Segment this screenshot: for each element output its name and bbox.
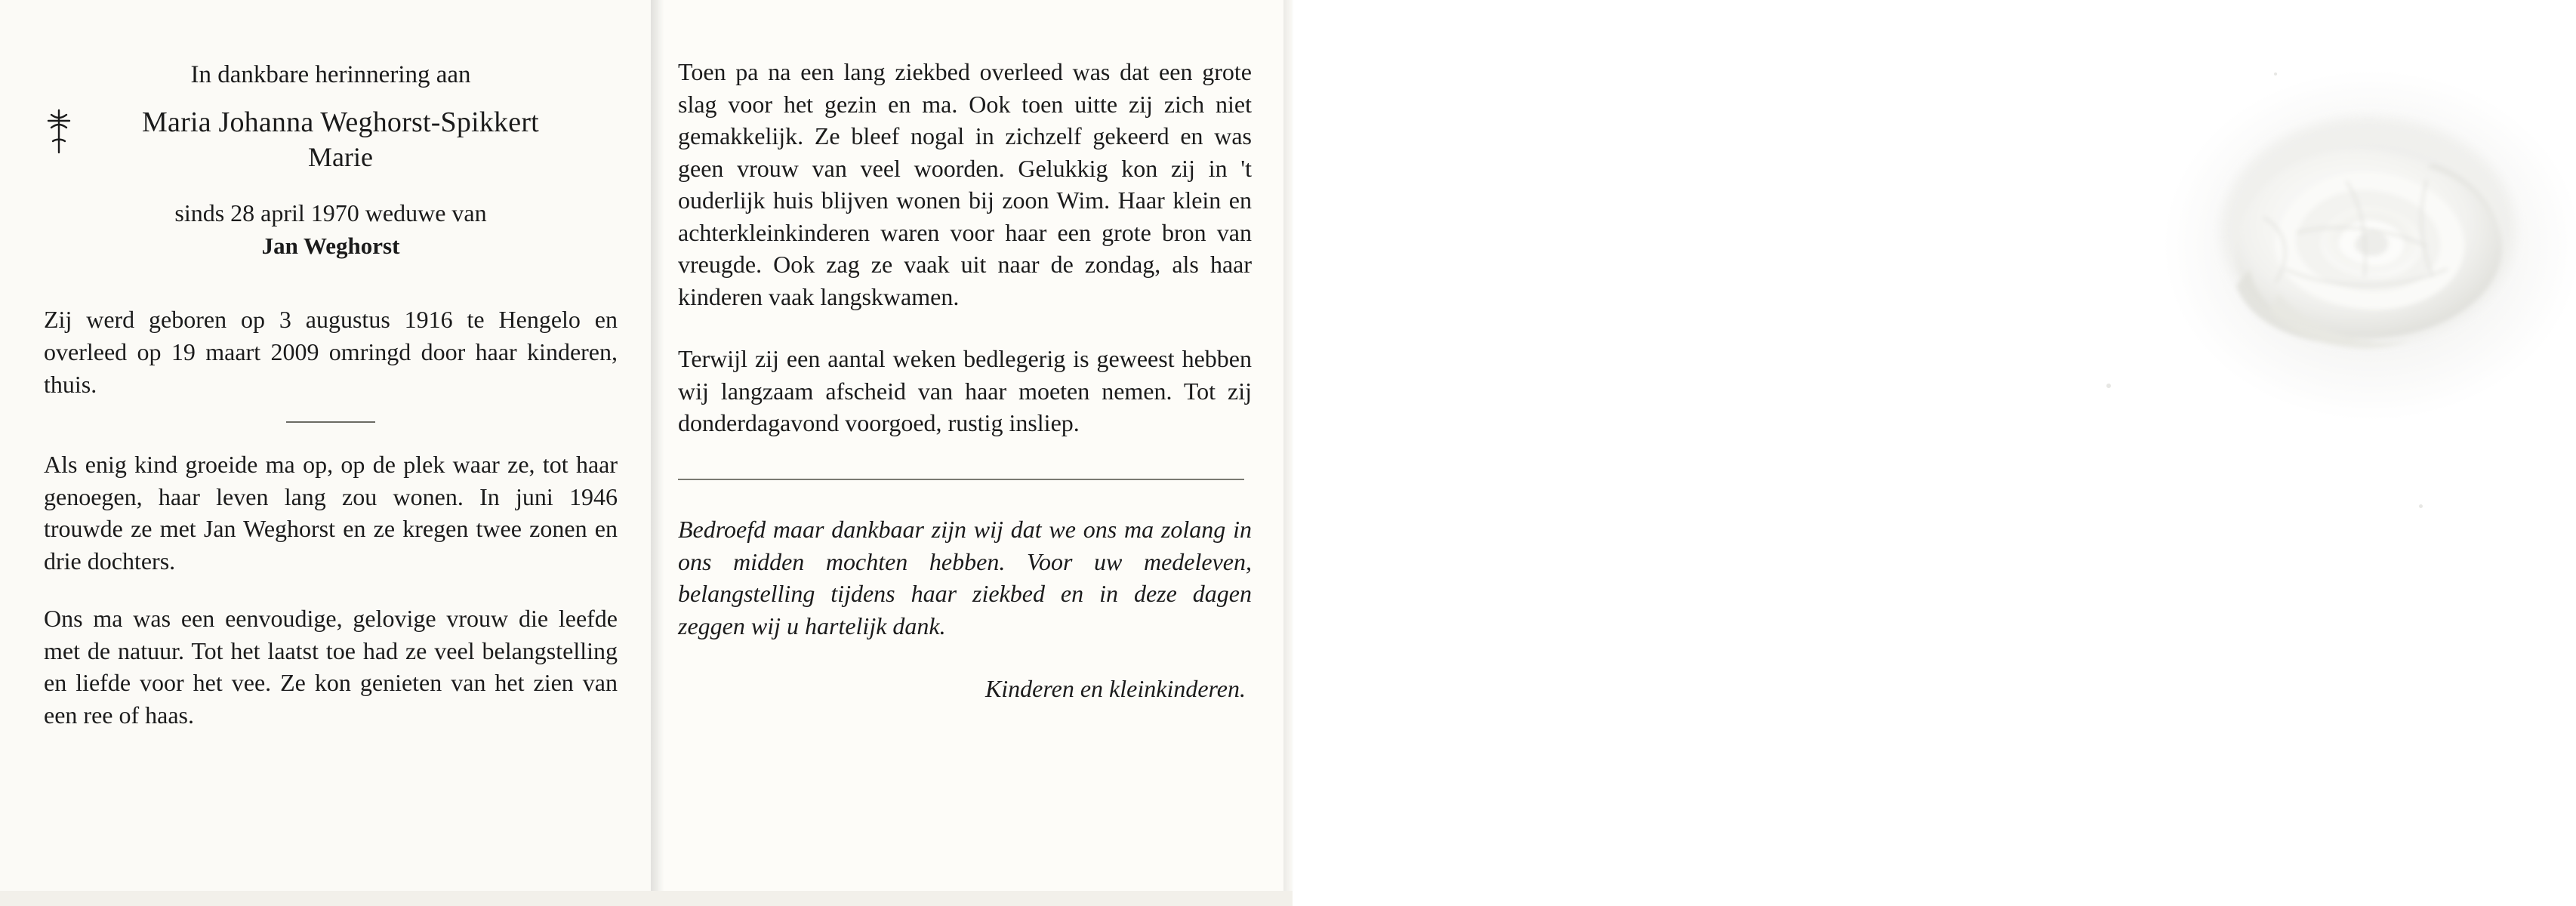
spouse-name: Jan Weghorst — [261, 232, 400, 259]
middle-paragraph-2: Terwijl zij een aantal weken bedlegerig is geweest hebben wij langzaam afscheid van haar moeten nemen. Tot zij donderdagavond voorgoed, rustig insliep. — [678, 345, 1252, 437]
card-fold-shadow — [651, 0, 664, 891]
thanks-paragraph: Bedroefd maar dankbaar zijn wij dat we ons ma zolang in ons midden mochten hebben. Voor uw medeleven, belangstelling tijdens haar ziekbed en in deze dagen zeggen wij u hartelijk dank. — [678, 516, 1252, 639]
widow-since-line: sinds 28 april 1970 weduwe van — [174, 199, 487, 227]
deceased-short-name: Marie — [308, 142, 373, 173]
left-paragraph-1: Zij werd geboren op 3 augustus 1916 te Hengelo en overleed op 19 maart 2009 omringd door haar kinderen, thuis. — [44, 306, 618, 398]
deceased-name-block — [44, 105, 618, 175]
intro-line: In dankbare herinnering aan — [190, 61, 471, 88]
widow-block — [44, 197, 618, 261]
middle-text-column — [678, 56, 1252, 705]
divider-short — [286, 421, 375, 423]
card-bottom-edge — [0, 891, 1293, 906]
rose-panel — [1293, 0, 2576, 891]
paper-speck — [2274, 72, 2277, 76]
deceased-full-name: Maria Johanna Weghorst-Spikkert — [142, 106, 539, 138]
white-rose-photo — [2206, 91, 2531, 378]
divider-long — [678, 479, 1244, 480]
left-paragraph-2: Als enig kind groeide ma op, op de plek waar ze, tot haar genoegen, haar leven lang zou wonen. In juni 1946 trouwde ze met Jan Weghorst en ze kregen twee zonen en drie dochters. — [44, 451, 618, 575]
christian-cross-icon — [44, 108, 74, 155]
paper-speck — [2419, 504, 2423, 508]
signature-line: Kinderen en kleinkinderen. — [984, 675, 1246, 703]
paper-speck — [2106, 384, 2111, 388]
left-text-column — [44, 59, 618, 731]
left-paragraph-3: Ons ma was een eenvoudige, gelovige vrouw die leefde met de natuur. Tot het laatst toe had ze veel belangstelling en liefde voor het vee. Ze kon genieten van het zien van een ree of haas. — [44, 605, 618, 729]
middle-paragraph-1: Toen pa na een lang ziekbed overleed was dat een grote slag voor het gezin en ma. Ook toen uitte zij zich niet gemakkelijk. Ze bleef nogal in zichzelf gekeerd en was geen vrouw van veel woorden. Gelukkig kon zij in 't ouderlijk huis blijven wonen bij zoon Wim. Haar klein en achterkleinkinderen waren voor haar een grote bron van vreugde. Ook zag ze vaak uit naar de zondag, als haar kinderen vaak langskwamen. — [678, 58, 1252, 310]
